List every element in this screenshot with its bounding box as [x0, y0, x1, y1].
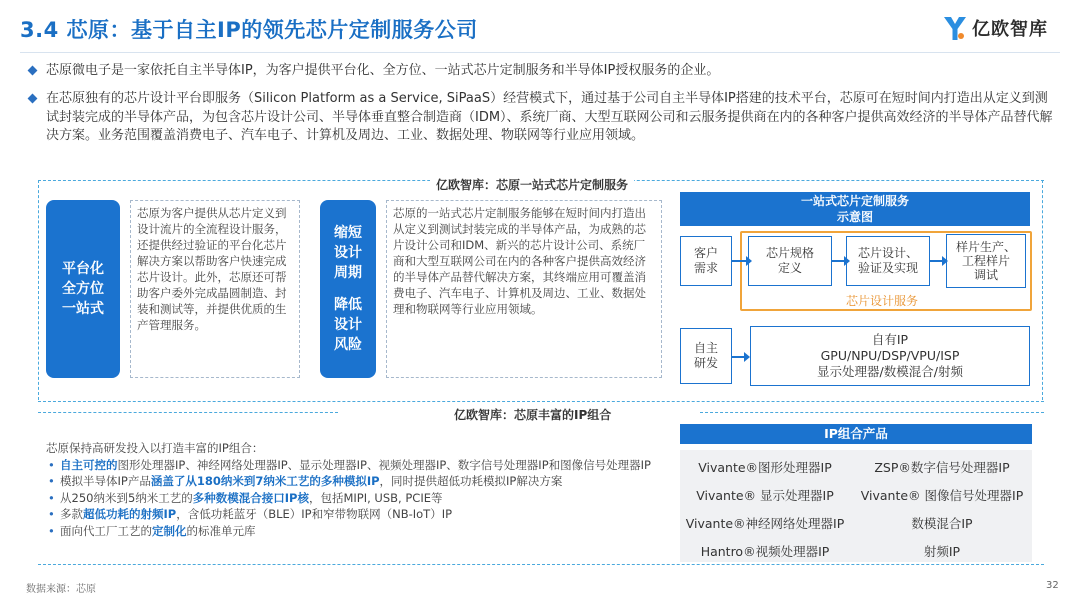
ip-frame-top-right	[700, 412, 1044, 413]
reduce-risk-label: 降低 设计 风险	[334, 297, 362, 353]
self-rd-arrow	[732, 350, 752, 364]
flow-arrows	[728, 254, 1028, 268]
ip-list-item	[46, 473, 666, 490]
ip-table-cell: Vivante®神经网络处理器IP	[685, 516, 845, 531]
shorten-cycle-label: 缩短 设计 周期	[334, 225, 362, 281]
ip-table-cell: Vivante® 图像信号处理器IP	[860, 488, 1024, 503]
ip-item-text: 图形处理器IP、神经网络处理器IP、显示处理器IP、视频处理器IP、数字信号处理器IP和图像信号处理器IP	[117, 457, 651, 472]
service-frame-left-edge	[38, 180, 41, 400]
ip-list-item	[46, 490, 666, 507]
diamond-bullet-icon	[28, 66, 38, 76]
ip-item-text: 的标准单元库	[186, 523, 256, 538]
page-title: 3.4 芯原：基于自主IP的领先芯片定制服务公司	[20, 18, 478, 42]
ip-table-header: IP组合产品	[680, 424, 1032, 444]
ip-item-highlight: 超低功耗的射频IP	[83, 507, 177, 521]
title-divider	[20, 52, 1060, 53]
service-frame-right-edge	[1042, 180, 1045, 400]
intro-bullet-text: 在芯原独有的芯片设计平台即服务（Silicon Platform as a Service, SiPaaS）经营模式下，通过基于公司自主半导体IP搭建的技术平台，芯原可在短时间内打造出从定义到测试封装完成的半导体产品，为包含芯片设计公司、半导体垂直整合制造商（IDM）、系统厂商、大型互联网公司和云服务提供商在内的各种客户提供高效经济的半导体产品替代解决方案。业务范围覆盖消费电子、汽车电子、计算机及周边、工业、数据处理、物联网等行业应用领域。	[46, 91, 1053, 143]
spec-definition-box: 芯片规格 定义	[748, 236, 832, 286]
intro-bullet-text: 芯原微电子是一家依托自主半导体IP，为客户提供平台化、全方位、一站式芯片定制服务和半导体IP授权服务的企业。	[46, 63, 720, 78]
design-verification-box: 芯片设计、 验证及实现	[846, 236, 930, 286]
yiou-logo-mark-icon	[942, 14, 968, 42]
ip-table-cell: 数模混合IP	[911, 516, 973, 531]
page-number: 32	[1046, 580, 1059, 591]
one-stop-description: 芯原为客户提供从芯片定义到设计流片的全流程设计服务，还提供经过验证的平台化芯片解决方案以帮助客户快速完成芯片设计。此外，芯原还可帮助客户委外完成晶圆制造、封装和测试等，并提供优质的生产管理服务。	[130, 200, 300, 378]
ip-item-text: 从250纳米到5纳米工艺的	[60, 490, 193, 505]
ip-section-title: 亿欧智库：芯原丰富的IP组合	[454, 408, 612, 422]
footer-source: 数据来源：芯原	[26, 584, 96, 595]
diamond-bullet-icon	[28, 94, 38, 104]
self-rd-box: 自主 研发	[680, 328, 732, 384]
ip-item-text: 多款	[60, 507, 83, 521]
sample-production-box: 样片生产、 工程样片 调试	[946, 234, 1026, 288]
bullet-dot-icon: •	[48, 474, 55, 488]
ip-frame-bottom	[38, 564, 1044, 565]
bullet-dot-icon: •	[48, 457, 55, 472]
logo-text: 亿欧智库	[972, 19, 1048, 40]
ip-list-item	[46, 506, 666, 523]
own-ip-box: 自有IP GPU/NPU/DSP/VPU/ISP 显示处理器/数模混合/射频	[750, 326, 1030, 386]
ip-item-highlight: 涵盖了从180纳米到7纳米工艺的多种模拟IP	[150, 474, 380, 488]
ip-table	[680, 450, 1032, 562]
bullet-dot-icon: •	[48, 490, 55, 505]
ip-item-highlight: 定制化	[152, 523, 187, 538]
ip-list-item	[46, 457, 666, 474]
flow-diagram-header: 一站式芯片定制服务 示意图	[680, 192, 1030, 226]
customer-need-box: 客户 需求	[680, 236, 732, 286]
ip-item-text: ，含低功耗蓝牙（BLE）IP和窄带物联网（NB-IoT）IP	[176, 507, 453, 521]
design-benefits-description: 芯原的一站式芯片定制服务能够在短时间内打造出从定义到测试封装完成的半导体产品，为成熟的芯片设计公司和IDM、新兴的芯片设计公司、系统厂商和大型互联网公司在内的各种客户提供高效经济的半导体产品替代解决方案，其终端应用可覆盖消费电子、汽车电子、计算机及周边、工业、数据处理和物联网等行业应用领域。	[386, 200, 662, 378]
intro-bullet-1	[30, 62, 1060, 81]
design-service-label: 芯片设计服务	[846, 294, 919, 308]
ip-item-text: 面向代工厂工艺的	[60, 523, 152, 538]
ip-list	[46, 440, 666, 539]
ip-frame-top-left	[38, 412, 338, 413]
design-benefits-label	[320, 200, 376, 378]
ip-item-text: 模拟半导体IP产品	[60, 474, 151, 488]
ip-list-intro: 芯原保持高研发投入以打造丰富的IP组合：	[46, 441, 264, 455]
ip-item-highlight: 多种数模混合接口IP核	[192, 490, 309, 505]
ip-item-highlight: 自主可控的	[60, 457, 118, 472]
ip-item-text: ，包括MIPI, USB, PCIE等	[308, 490, 443, 505]
ip-table-cell: ZSP®数字信号处理器IP	[874, 460, 1010, 475]
bullet-dot-icon: •	[48, 523, 55, 538]
ip-item-text: ，同时提供超低功耗模拟IP解决方案	[379, 474, 563, 488]
intro-bullet-2	[30, 90, 1060, 146]
ip-table-cell: 射频IP	[923, 544, 961, 559]
bullet-dot-icon: •	[48, 507, 55, 521]
ip-table-cell: Hantro®视频处理器IP	[700, 544, 830, 559]
ip-table-cell: Vivante® 显示处理器IP	[696, 488, 834, 503]
logo	[942, 14, 1048, 42]
service-section-title: 亿欧智库：芯原一站式芯片定制服务	[430, 176, 634, 193]
ip-list-item	[46, 523, 666, 540]
one-stop-label: 平台化 全方位 一站式	[46, 200, 120, 378]
ip-table-cell: Vivante®图形处理器IP	[698, 460, 832, 475]
